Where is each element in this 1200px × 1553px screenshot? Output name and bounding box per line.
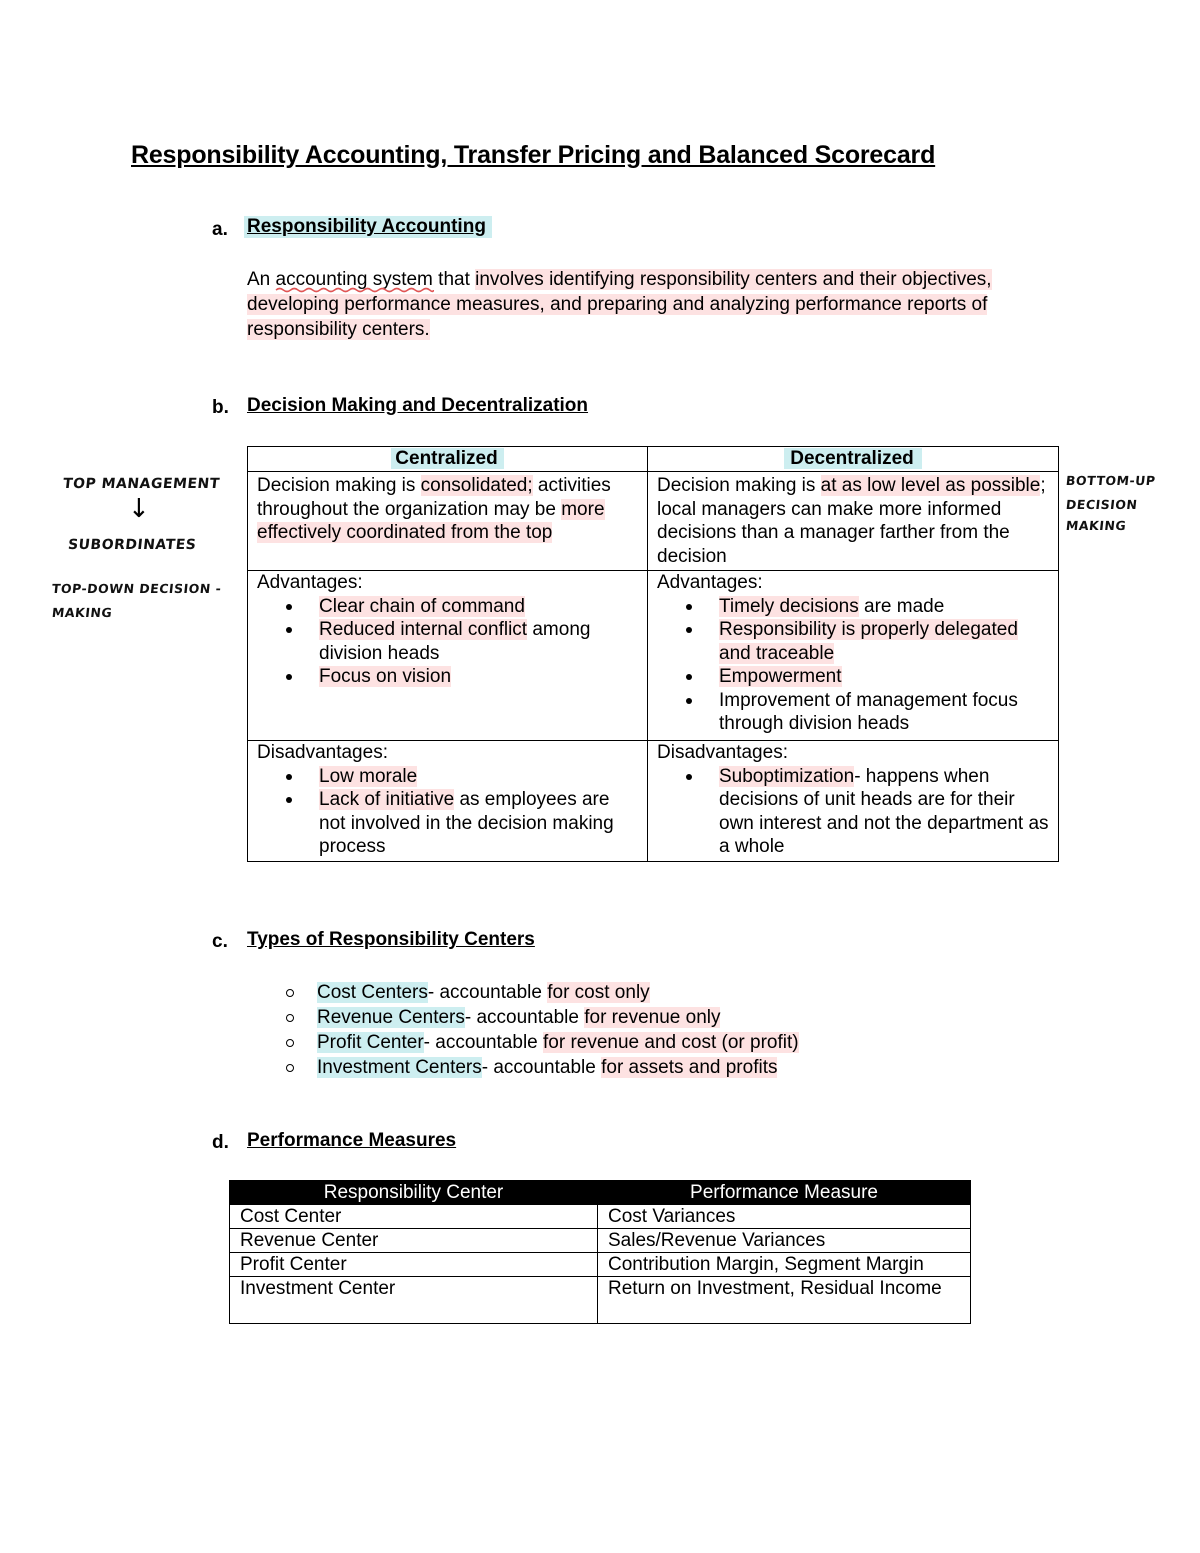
header-cell: Responsibility Center [230,1181,598,1205]
table-row [230,1229,971,1253]
para-squiggle-text [276,269,433,290]
cell-highlight: more effectively coordinated from the top [257,498,605,543]
responsibility-centers-list [286,980,799,1080]
table-cell: Sales/Revenue Variances [598,1229,971,1253]
list-item [319,765,638,789]
disadvantages-list [257,765,638,859]
header-decentralized [648,447,1059,472]
list-item-text: Suboptimization [719,765,855,787]
section-c-letter: c. [212,931,228,952]
decentralized-disadvantages [648,741,1059,862]
center-desc-highlight: for revenue only [584,1007,721,1028]
list-item-text: are made [858,595,945,617]
list-item-text: Clear chain of command [319,595,525,617]
table-cell: Cost Variances [598,1205,971,1229]
cell-highlight: consolidated; [420,475,533,496]
decentralized-description [648,472,1059,571]
advantages-label: Advantages: [257,572,363,593]
center-name: Investment Centers [317,1057,482,1078]
circle-bullet-icon [286,989,294,997]
circle-bullet-icon [286,1064,294,1072]
cell-text: Decision making is [657,475,821,496]
para-highlight: responsibility centers. [247,319,430,340]
centralized-advantages [248,571,648,741]
para-text: that [432,269,476,290]
section-a-heading: Responsibility Accounting [244,216,492,238]
list-item-text: Lack of initiative [319,789,455,810]
table-cell: Investment Center [230,1277,598,1324]
circle-bullet-icon [286,1014,294,1022]
section-c-heading: Types of Responsibility Centers [247,929,535,950]
disadvantages-label: Disadvantages: [657,742,788,763]
table-row [248,472,1059,571]
annotation-top-down-2: MAKING [51,605,113,620]
list-item [319,595,638,619]
annotation-bottom-up-2: DECISION [1065,497,1139,512]
list-item [319,665,638,689]
table-row [230,1253,971,1277]
list-item [719,665,1049,689]
center-desc: - accountable [481,1057,602,1078]
list-item-text: Improvement of management focus through division heads [719,689,1018,734]
para-text: An [247,269,276,290]
disadvantages-list [657,765,1049,859]
annotation-arrow-down-icon: ↓ [128,494,150,524]
list-item-text: Responsibility is properly delegated and traceable [719,619,1018,664]
table-row [248,571,1059,741]
para-squiggle-words: accounting system [275,269,433,290]
list-item-text: among division heads [319,619,591,664]
centralization-table [247,446,1059,862]
cell-text: Decision making is [257,475,421,496]
para-highlight: involves identifying responsibility centers and their objectives, [475,269,992,290]
table-header-row [248,447,1059,472]
center-desc-highlight: for revenue and cost (or profit) [543,1032,799,1053]
list-item-text: as employees are not involved in the decision making process [319,789,614,857]
list-item-text: Low morale [319,765,418,787]
table-cell: Profit Center [230,1253,598,1277]
header-centralized [248,447,648,472]
list-item [719,689,1049,736]
center-desc: - accountable [464,1007,585,1028]
list-item [719,765,1049,859]
table-cell: Revenue Center [230,1229,598,1253]
disadvantages-label: Disadvantages: [257,742,388,763]
list-item-text: Timely decisions [719,595,859,617]
centralized-description [248,472,648,571]
section-b-letter: b. [212,397,229,418]
page-title: Responsibility Accounting, Transfer Pricing and Balanced Scorecard [131,141,936,169]
cell-highlight: at as low level as possible [820,475,1041,496]
section-b-heading: Decision Making and Decentralization [247,395,589,416]
list-item [286,1055,799,1080]
list-item [319,788,638,859]
list-item [286,1005,799,1030]
table-row [230,1205,971,1229]
cell-text: activities throughout the organization may be [257,475,611,520]
list-item [286,980,799,1005]
advantages-label: Advantages: [657,572,763,593]
table-row [248,741,1059,862]
list-item [719,595,1049,619]
section-a-letter: a. [212,219,228,240]
table-cell: Cost Center [230,1205,598,1229]
annotation-subordinates: SUBORDINATES [67,537,198,553]
center-desc-highlight: for assets and profits [601,1057,778,1078]
performance-measures-table [229,1180,971,1324]
center-name: Revenue Centers [317,1007,465,1028]
header-cell: Performance Measure [598,1181,971,1205]
section-d-heading: Performance Measures [247,1130,457,1151]
circle-bullet-icon [286,1039,294,1047]
centralized-disadvantages [248,741,648,862]
list-item-text: Reduced internal conflict [319,619,528,640]
list-item [286,1030,799,1055]
table-cell: Return on Investment, Residual Income [598,1277,971,1324]
annotation-top-down-1: TOP-DOWN DECISION - [51,581,223,596]
table-cell: Contribution Margin, Segment Margin [598,1253,971,1277]
center-desc-highlight: for cost only [547,982,650,1003]
cell-text: ; local managers can make more informed decisions than a manager farther from the decision [657,475,1046,567]
table-row [230,1277,971,1324]
section-a-paragraph [247,267,1067,342]
table-header-row [230,1181,971,1205]
spellcheck-squiggle [276,287,433,293]
decentralized-advantages [648,571,1059,741]
header-label: Decentralized [784,448,922,469]
list-item [319,618,638,665]
center-name: Cost Centers [317,982,428,1003]
advantages-list [657,595,1049,736]
center-desc: - accountable [427,982,548,1003]
annotation-bottom-up-3: MAKING [1065,518,1127,533]
list-item-text: Focus on vision [319,666,452,687]
list-item-text: - happens when decisions of unit heads are for their own interest and not the department as a whole [719,765,1049,857]
annotation-bottom-up-1: BOTTOM-UP [1065,473,1157,488]
center-name: Profit Center [317,1032,424,1053]
advantages-list [257,595,638,689]
annotation-top-management: TOP MANAGEMENT [62,476,221,492]
list-item-text: Empowerment [719,666,842,687]
para-highlight: developing performance measures, and preparing and analyzing performance reports of [247,294,988,315]
header-label: Centralized [391,448,503,469]
section-d-letter: d. [212,1132,229,1153]
list-item [719,618,1049,665]
center-desc: - accountable [423,1032,544,1053]
